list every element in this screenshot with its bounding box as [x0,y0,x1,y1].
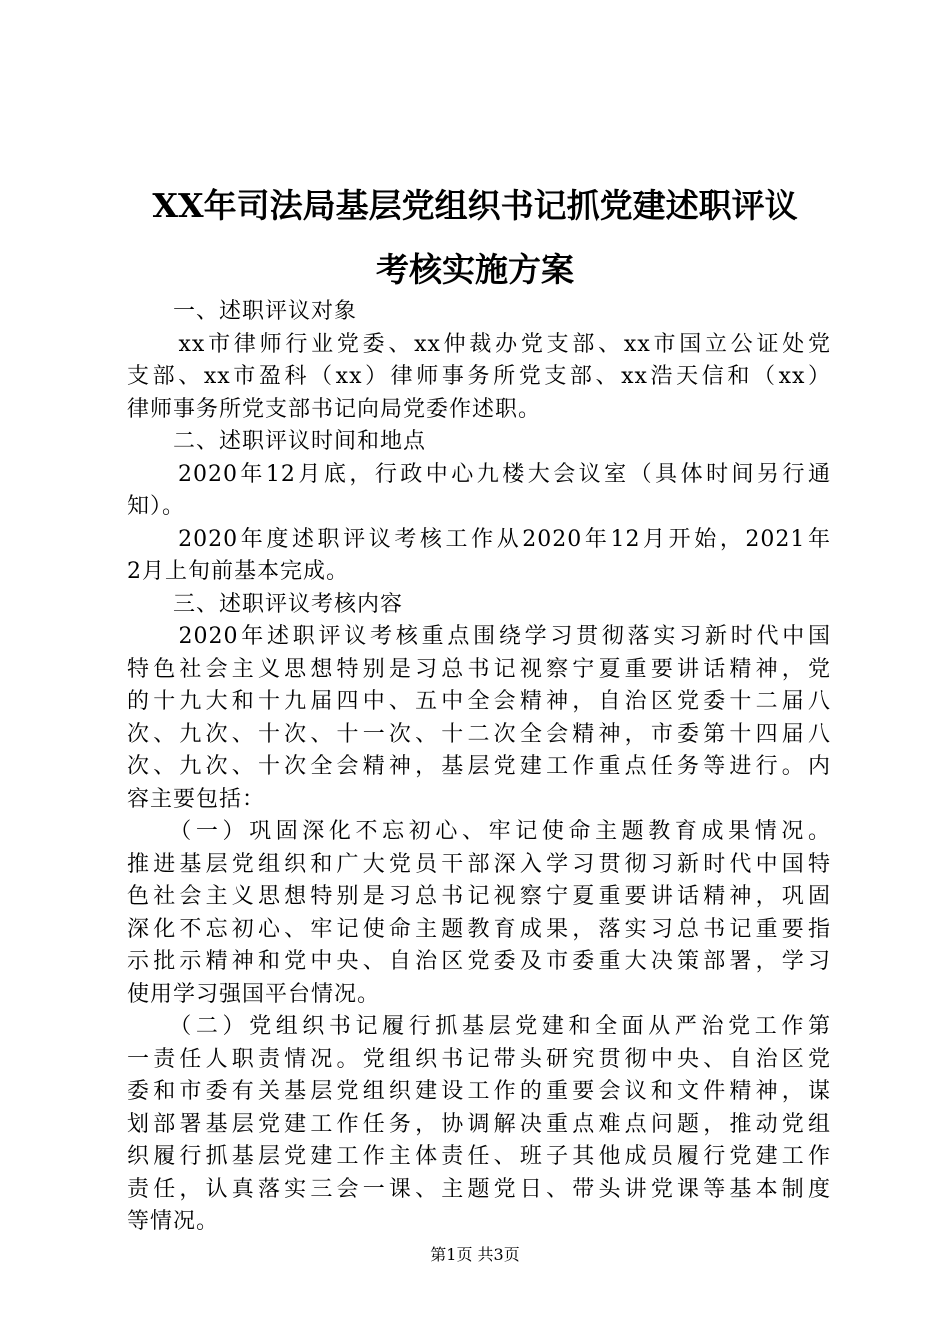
body-text-line: 色社会主义思想特别是习总书记视察宁夏重要讲话精神，巩固 [127,884,831,909]
document-body [127,296,831,1239]
body-text-line: 的十九大和十九届四中、五中全会精神，自治区党委十二届八 [127,689,831,714]
body-text-line: 二、述职评议时间和地点 [127,429,427,454]
body-text-line: 委和市委有关基层党组织建设工作的重要会议和文件精神，谋 [127,1079,831,1104]
body-text-line: 次、九次、十次全会精神，基层党建工作重点任务等进行。内 [127,754,831,779]
body-text-line: 一责任人职责情况。党组织书记带头研究贯彻中央、自治区党 [127,1046,831,1072]
body-text-line: （一）巩固深化不忘初心、牢记使命主题教育成果情况。 [127,819,831,844]
body-text-line: xx市律师行业党委、xx仲裁办党支部、xx市国立公证处党 [127,331,831,357]
body-text-line: 2020年述职评议考核重点围绕学习贯彻落实习新时代中国 [127,624,831,649]
body-text-line: 责任，认真落实三会一课、主题党日、带头讲党课等基本制度 [127,1176,831,1202]
body-text-line: 2020年度述职评议考核工作从2020年12月开始，2021年 [127,526,831,552]
body-text-line: 织履行抓基层党建工作主体责任、班子其他成员履行党建工作 [127,1144,831,1169]
body-text-line: 划部署基层党建工作任务，协调解决重点难点问题，推动党组 [127,1111,831,1137]
body-text-line: 知）。 [127,494,186,519]
body-text-line: 示批示精神和党中央、自治区党委及市委重大决策部署，学习 [127,949,831,974]
document-title-line-2: 考核实施方案 [376,250,574,289]
body-text-line: 次、九次、十次、十一次、十二次全会精神，市委第十四届八 [127,721,831,747]
body-text-line: 三、述职评议考核内容 [127,591,404,617]
document-title-line-1: XX年司法局基层党组织书记抓党建述职评议 [152,186,798,225]
body-text-line: 特色社会主义思想特别是习总书记视察宁夏重要讲话精神，党 [127,656,831,682]
body-text-line: 2020年12月底，行政中心九楼大会议室（具体时间另行通 [127,461,831,487]
body-text-line: 2月上旬前基本完成。 [127,559,349,584]
body-text-line: 一、述职评议对象 [127,299,358,324]
body-text-line: 使用学习强国平台情况。 [127,981,381,1007]
body-text-line: （二）党组织书记履行抓基层党建和全面从严治党工作第 [127,1014,831,1039]
body-text-line: 推进基层党组织和广大党员干部深入学习贯彻习新时代中国特 [127,851,831,877]
body-text-line: 容主要包括： [127,786,266,812]
body-text-line: 律师事务所党支部书记向局党委作述职。 [127,396,542,422]
body-text-line: 深化不忘初心、牢记使命主题教育成果，落实习总书记重要指 [127,916,831,942]
body-text-line: 等情况。 [127,1209,220,1234]
body-text-line: 支部、xx市盈科（xx）律师事务所党支部、xx浩天信和（xx） [127,364,831,389]
page-footer: 第1页 共3页 [430,1245,520,1264]
